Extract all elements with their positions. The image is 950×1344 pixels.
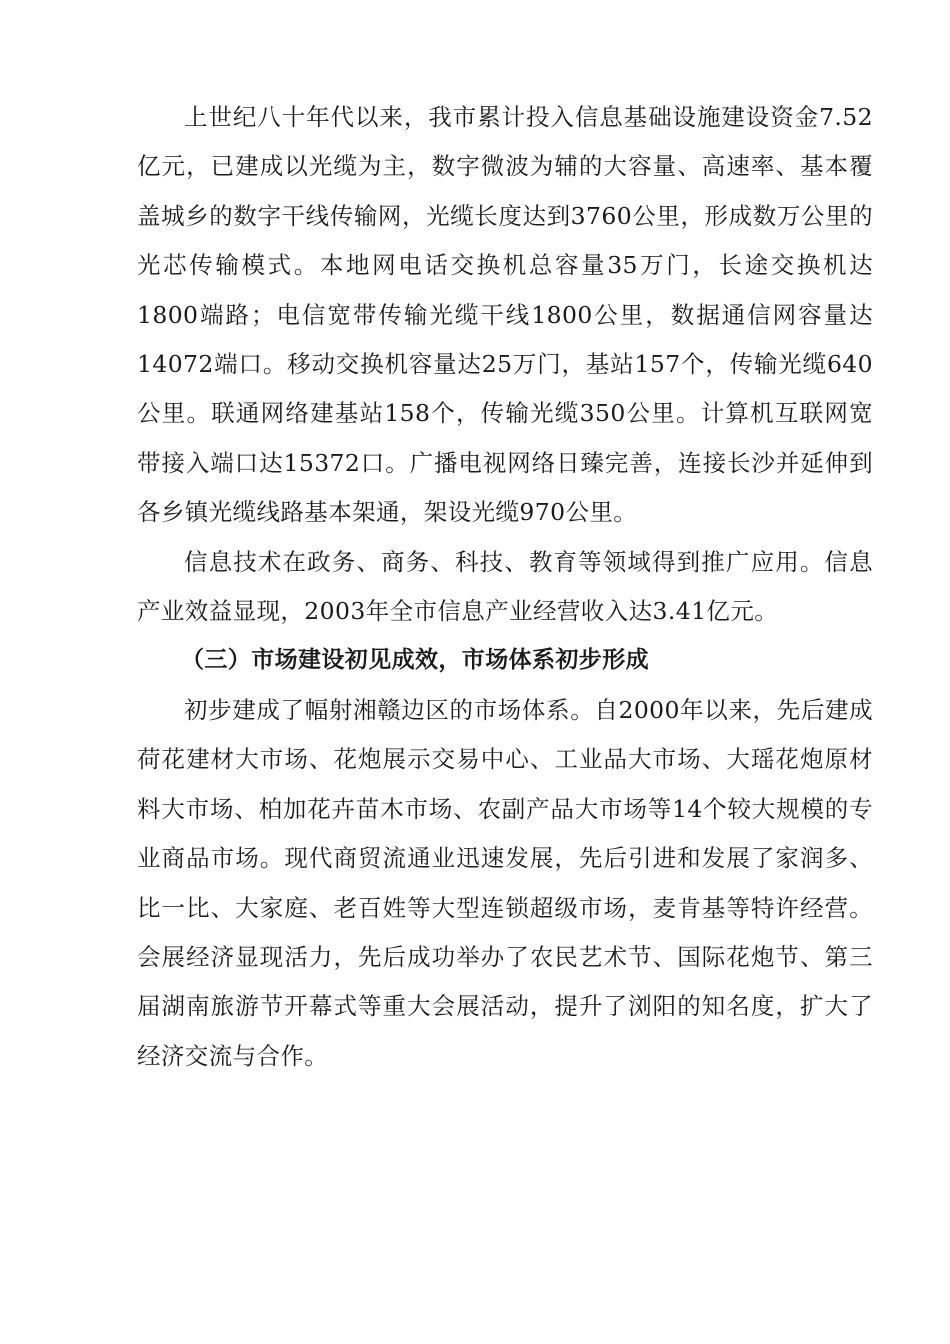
section-heading: （三）市场建设初见成效，市场体系初步形成 <box>181 647 649 674</box>
paragraph-market-system: 初步建成了幅射湘赣边区的市场体系。自2000年以来，先后建成荷花建材大市场、花炮展示交易中心、工业品大市场、大瑶花炮原材料大市场、柏加花卉苗木市场、农副产品大市场等14个较大规模的专业商品市场。现代商贸流通业迅速发展，先后引进和发展了家润多、比一比、大家庭、老百姓等大型连锁超级市场，麦肯基等特许经营。会展经济显现活力，先后成功举办了农民艺术节、国际花炮节、第三届湖南旅游节开幕式等重大会展活动，提升了浏阳的知名度，扩大了经济交流与合作。 <box>137 695 873 1070</box>
paragraph-infrastructure: 上世纪八十年代以来，我市累计投入信息基础设施建设资金7.52亿元，已建成以光缆为主，数字微波为辅的大容量、高速率、基本覆盖城乡的数字干线传输网，光缆长度达到3760公里，形成数万公里的光芯传输模式。本地网电话交换机总容量35万门，长途交换机达1800端路；电信宽带传输光缆干线1800公里，数据通信网容量达14072端口。移动交换机容量达25万门，基站157个，传输光缆640公里。联通网络建基站158个，传输光缆350公里。计算机互联网宽带接入端口达15372口。广播电视网络日臻完善，连接长沙并延伸到各乡镇光缆线路基本架通，架设光缆970公里。 <box>137 103 873 527</box>
document-body <box>137 93 873 1081</box>
paragraph-it-application: 信息技术在政务、商务、科技、教育等领域得到推广应用。信息产业效益显现，2003年全市信息产业经营收入达3.41亿元。 <box>137 547 873 626</box>
